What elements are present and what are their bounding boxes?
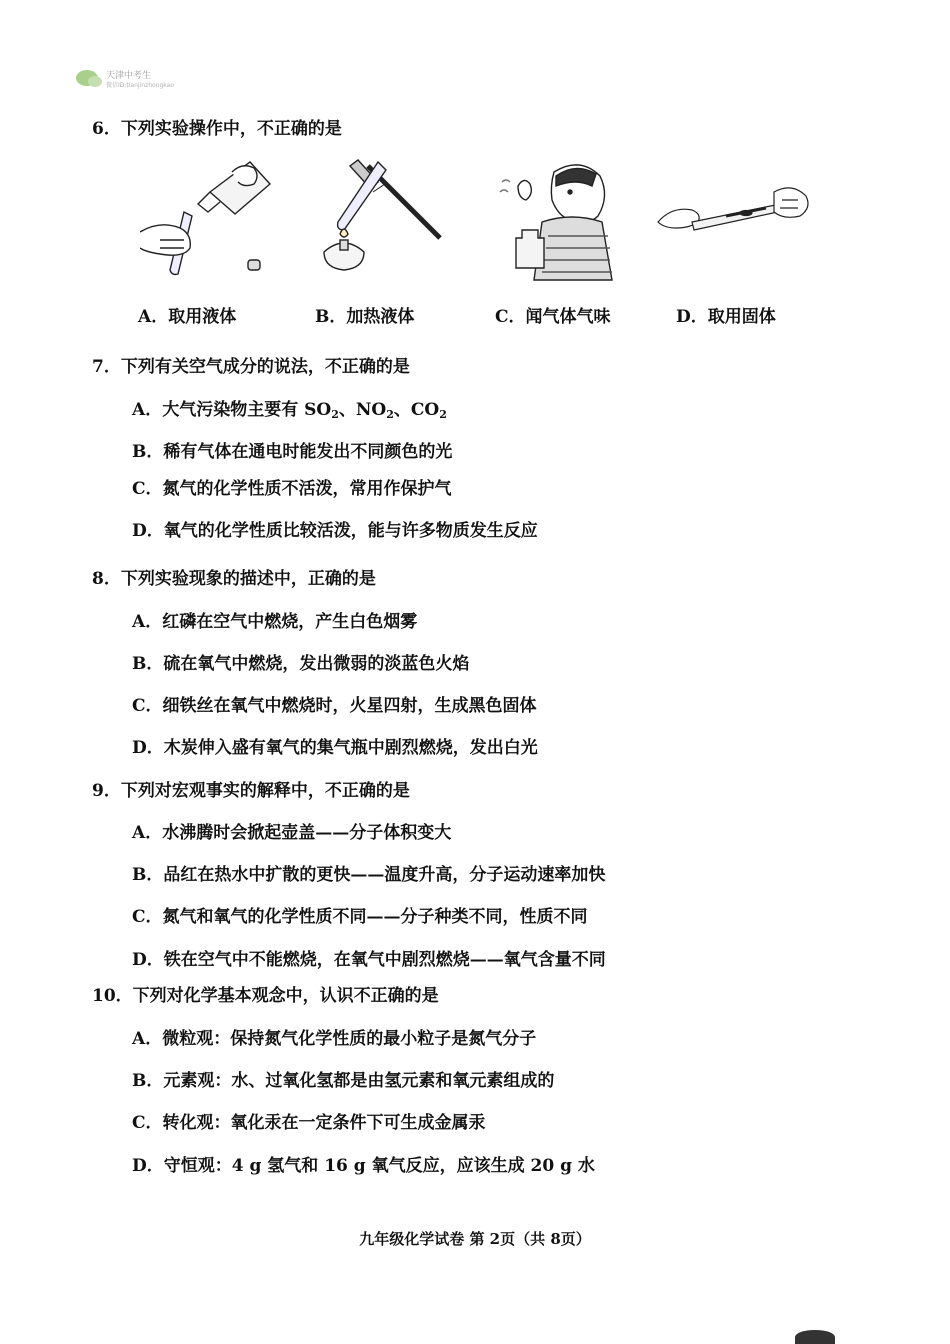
q8-option-d: D．木炭伸入盛有氧气的集气瓶中剧烈燃烧，发出白光 bbox=[132, 738, 538, 758]
q7-option-c: C．氮气的化学性质不活泼，常用作保护气 bbox=[132, 479, 452, 499]
watermark-line2: 微信ID:tianjinzhongkao bbox=[106, 82, 174, 89]
page-footer: 九年级化学试卷 第 2页（共 8页） bbox=[359, 1230, 591, 1248]
question-9-stem: 9．下列对宏观事实的解释中，不正确的是 bbox=[92, 781, 410, 801]
question-8-stem: 8．下列实验现象的描述中，正确的是 bbox=[92, 569, 376, 589]
question-10-stem: 10．下列对化学基本观念中，认识不正确的是 bbox=[92, 986, 439, 1006]
q9-option-d: D．铁在空气中不能燃烧，在氧气中剧烈燃烧——氧气含量不同 bbox=[132, 950, 606, 970]
q7-option-a-text-3: 、CO bbox=[393, 400, 440, 420]
q6-caption-c: C．闻气体气味 bbox=[495, 307, 611, 327]
q10-option-a: A．微粒观：保持氮气化学性质的最小粒子是氮气分子 bbox=[132, 1029, 537, 1049]
heat-liquid-test-tube-icon bbox=[318, 152, 448, 282]
q7-option-a-text: A．大气污染物主要有 SO bbox=[132, 400, 332, 420]
q8-option-a: A．红磷在空气中燃烧，产生白色烟雾 bbox=[132, 612, 418, 632]
q10-option-c: C．转化观：氧化汞在一定条件下可生成金属汞 bbox=[132, 1113, 486, 1133]
subscript: 2 bbox=[331, 408, 339, 421]
q8-option-c: C．细铁丝在氧气中燃烧时，火星四射，生成黑色固体 bbox=[132, 696, 537, 716]
q7-option-d: D．氧气的化学性质比较活泼，能与许多物质发生反应 bbox=[132, 521, 538, 541]
q9-option-a: A．水沸腾时会掀起壶盖——分子体积变大 bbox=[132, 823, 452, 843]
q8-option-b: B．硫在氧气中燃烧，发出微弱的淡蓝色火焰 bbox=[132, 654, 470, 674]
watermark-line1: 天津中考生 bbox=[106, 71, 152, 81]
q10-option-b: B．元素观：水、过氧化氢都是由氢元素和氧元素组成的 bbox=[132, 1071, 555, 1091]
q10-option-d: D．守恒观：4 g 氢气和 16 g 氧气反应，应该生成 20 g 水 bbox=[132, 1156, 595, 1176]
smell-gas-boy-icon bbox=[496, 152, 624, 282]
q7-option-a bbox=[132, 395, 447, 421]
take-solid-test-tube-icon bbox=[656, 152, 816, 282]
q6-caption-d: D．取用固体 bbox=[676, 307, 776, 327]
q9-option-c: C．氮气和氧气的化学性质不同——分子种类不同，性质不同 bbox=[132, 907, 588, 927]
q9-option-b: B．品红在热水中扩散的更快——温度升高，分子运动速率加快 bbox=[132, 865, 606, 885]
q7-option-b: B．稀有气体在通电时能发出不同颜色的光 bbox=[132, 442, 453, 462]
q6-caption-b: B．加热液体 bbox=[315, 307, 415, 327]
q7-option-a-text-2: 、NO bbox=[338, 400, 387, 420]
subscript: 2 bbox=[386, 408, 394, 421]
question-7-stem: 7．下列有关空气成分的说法，不正确的是 bbox=[92, 357, 410, 377]
subscript: 2 bbox=[439, 408, 447, 421]
watermark bbox=[76, 68, 206, 94]
wechat-logo-icon-small bbox=[88, 76, 102, 87]
page-corner-shadow bbox=[795, 1330, 835, 1344]
pour-liquid-test-tube-icon bbox=[140, 152, 280, 282]
question-6-stem: 6．下列实验操作中，不正确的是 bbox=[92, 119, 342, 139]
q6-caption-a: A．取用液体 bbox=[138, 307, 237, 327]
